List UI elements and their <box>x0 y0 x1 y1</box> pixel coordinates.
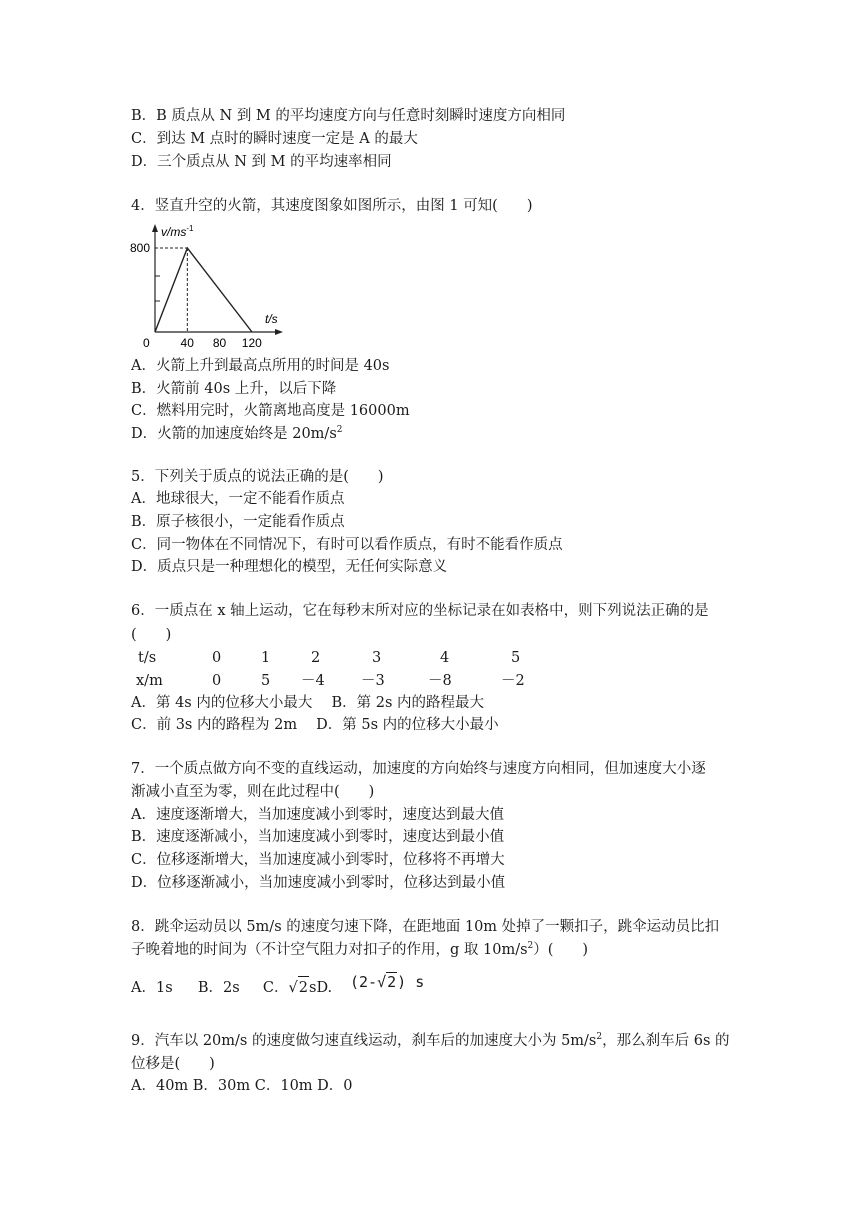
x-axis-label: t/s <box>265 312 278 326</box>
q7-option-c: C．位移逐渐增大，当加速度减小到零时，位移将不再增大 <box>131 852 505 868</box>
y-axis-label: $v/ms^{-1}$ <box>161 224 194 239</box>
table-cell: 5 <box>511 650 521 666</box>
q8-options <box>131 976 332 999</box>
sqrt-symbol: √2 <box>377 973 397 991</box>
q3-option-b: B．B 质点从 N 到 M 的平均速度方向与任意时刻瞬时速度方向相同 <box>131 108 566 124</box>
q9-options: A．40m B．30m C．10m D．0 <box>131 1078 353 1094</box>
velocity-series-line <box>155 248 252 332</box>
x-tick-label-80: 80 <box>212 336 227 350</box>
table-row-header-x: x/m <box>136 673 163 689</box>
table-cell: －4 <box>301 673 325 689</box>
q5-option-d: D．质点只是一种理想化的模型，无任何实际意义 <box>131 559 448 575</box>
q4-option-b: B．火箭前 40s 上升，以后下降 <box>131 381 337 397</box>
q4-stem: 4．竖直升空的火箭，其速度图象如图所示，由图 1 可知( ) <box>131 198 533 214</box>
x-tick-label-120: 120 <box>241 336 262 350</box>
q9-stem-line1: 9．汽车以 20m/s 的速度做匀速直线运动，刹车后的加速度大小为 $5m/s^2$，那么刹车后 6s 的 <box>131 1032 730 1049</box>
q5-option-b: B．原子核很小，一定能看作质点 <box>131 514 345 530</box>
x-axis-arrow <box>275 329 283 335</box>
table-cell: 1 <box>261 650 271 666</box>
q6-options-cd: C．前 3s 内的路程为 2m D．第 5s 内的位移大小最小 <box>131 717 499 733</box>
q4-option-c: C．燃料用完时，火箭离地高度是 16000m <box>131 403 410 419</box>
y-tick-label-800: 800 <box>130 241 151 255</box>
q6-stem-line1: 6．一质点在 x 轴上运动，它在每秒末所对应的坐标记录在如表格中，则下列说法正确的是 <box>131 603 709 619</box>
q7-option-b: B．速度逐渐减小，当加速度减小到零时，速度达到最小值 <box>131 829 505 845</box>
x-tick-label-40: 40 <box>180 336 194 350</box>
table-cell: －8 <box>428 673 452 689</box>
q4-option-d: D．火箭的加速度始终是 $20m/s^2$ <box>131 425 343 442</box>
velocity-time-graph <box>125 222 295 350</box>
q8-option-d-prefix: D. <box>316 980 333 996</box>
q8-option-d-formula: (2-√2) s <box>350 973 425 991</box>
q8-option-c: C．√2s <box>263 980 317 996</box>
table-cell: 2 <box>311 650 321 666</box>
q7-option-d: D．位移逐渐减小，当加速度减小到零时，位移达到最小值 <box>131 875 506 891</box>
sqrt-symbol: √2 <box>289 976 309 999</box>
q4-option-a: A．火箭上升到最高点所用的时间是 40s <box>131 358 390 374</box>
q7-stem-line2: 渐减小直至为零，则在此过程中( ) <box>131 784 375 800</box>
q8-stem-line1: 8．跳伞运动员以 5m/s 的速度匀速下降，在距地面 10m 处掉了一颗扣子，跳伞运动员比扣 <box>131 919 720 935</box>
table-cell: 3 <box>372 650 382 666</box>
q7-stem-line1: 7．一个质点做方向不变的直线运动，加速度的方向始终与速度方向相同，但加速度大小逐 <box>131 761 706 777</box>
q3-option-c: C．到达 M 点时的瞬时速度一定是 A 的最大 <box>131 131 418 147</box>
table-cell: －2 <box>501 673 525 689</box>
table-cell: －3 <box>361 673 385 689</box>
q8-option-b: B．2s <box>197 980 240 996</box>
table-cell: 4 <box>440 650 450 666</box>
q5-stem: 5．下列关于质点的说法正确的是( ) <box>131 469 384 485</box>
q6-options-ab: A．第 4s 内的位移大小最大 B．第 2s 内的路程最大 <box>131 695 485 711</box>
table-cell: 5 <box>261 673 271 689</box>
y-axis-arrow <box>152 224 158 232</box>
q3-option-d: D．三个质点从 N 到 M 的平均速率相同 <box>131 154 392 170</box>
q5-option-a: A．地球很大，一定不能看作质点 <box>131 491 345 507</box>
q5-option-c: C．同一物体在不同情况下，有时可以看作质点，有时不能看作质点 <box>131 537 563 553</box>
q7-option-a: A．速度逐渐增大，当加速度减小到零时，速度达到最大值 <box>131 807 504 823</box>
q8-stem-line2: 子晚着地的时间为（不计空气阻力对扣子的作用，g 取 $10m/s^2$）( ) <box>131 941 589 958</box>
x-tick-label-0: 0 <box>143 336 150 350</box>
q6-stem-line2: ( ) <box>131 627 172 643</box>
q8-option-a: A．1s <box>131 980 173 996</box>
table-cell: 0 <box>212 650 222 666</box>
q9-stem-line2: 位移是( ) <box>131 1056 215 1072</box>
table-row-header-t: t/s <box>138 650 157 666</box>
table-cell: 0 <box>212 673 222 689</box>
